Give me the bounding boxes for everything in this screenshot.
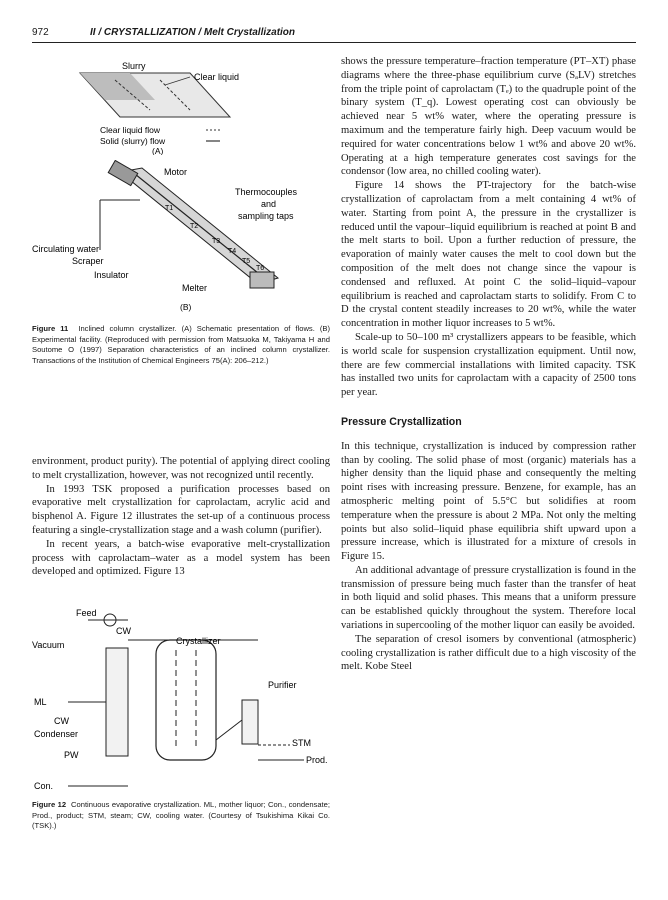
page-number: 972	[32, 27, 49, 38]
clear-liquid-label: Clear liquid	[194, 72, 240, 82]
motor-label: Motor	[164, 167, 188, 177]
ml-label: ML	[34, 697, 47, 707]
left-text-column	[32, 455, 330, 579]
insulator-label: Insulator	[94, 270, 129, 280]
melter-block	[250, 272, 274, 288]
slurry-label: Slurry	[122, 61, 146, 71]
motor-block	[108, 160, 138, 185]
running-title: II / CRYSTALLIZATION / Melt Crystallization	[90, 27, 296, 38]
paragraph: An additional advantage of pressure crystallization is found in the transmission of pressure being much faster than the transfer of heat in both liquid and solid phases. This means that a uniform pressure can be established quickly throughout the system. Therefore local variations in supercooling of the mother liquor can easily be avoided.	[341, 564, 636, 632]
figure-12-process-diagram	[28, 600, 348, 790]
con-label: Con.	[34, 781, 54, 790]
purifier-label: Purifier	[268, 680, 297, 690]
feed-label: Feed	[76, 608, 97, 618]
cw-top-label: CW	[116, 626, 131, 636]
paragraph: In 1993 TSK proposed a purification processes based on evaporative melt crystallization for caprolactam, acrylic acid and bisphenol A. Figure 12 illustrates the set-up of a continuous process featuring a single-crystallization stage and a wash column (purifier).	[32, 483, 330, 536]
t3-label: T3	[212, 238, 221, 245]
stm-label: STM	[292, 738, 311, 748]
t4-label: T4	[228, 248, 237, 255]
cw-label: CW	[54, 716, 69, 726]
process-line	[216, 720, 242, 740]
thermocouples-label: Thermocouples	[235, 187, 298, 197]
panel-b-label: (B)	[180, 302, 192, 312]
t6-label: T6	[256, 265, 265, 272]
right-text-column	[341, 55, 636, 674]
paragraph: Figure 14 shows the PT-trajectory for the batch-wise crystallization of caprolactam from a melt containing 4 wt% of water. Starting from point A, the pressure in the crystallizer is reduced until the vapour–liquid equilibrium is reached at point B and the melt starts to boil. Upon a further reduction of pressure, the evaporation of mainly water causes the melt to cool down but the composition of the melt does not change since the vapour is condensed and refluxed. At point C the solid–liquid–vapour equilibrium is reached and caprolactam starts to solidify. From C to D the crystal content steadily increases to 20 wt%, while the water concentration in mother liquor increases to 5 wt%.	[341, 180, 636, 330]
paragraph: In this technique, crystallization is induced by compression rather than by cooling. The solid phase of most (organic) materials has a higher density than the liquid phase and consequently the melting point rises with increasing pressure. Benzene, for example, has an atmospheric melting point of 5.5°C but solidifies at room temperature when the pressure is about 2 MPa. Not only the melting points but also solid–liquid phase equilibria shift upward upon a pressure increase, which is illustrated for a mixture of cresols in Figure 15.	[341, 440, 636, 563]
legend-clear-flow: Clear liquid flow	[100, 125, 160, 135]
panel-a-label: (A)	[152, 146, 164, 155]
paragraph: Scale-up to 50–100 m³ crystallizers appears to be feasible, which is world scale for suspension crystallization equipment. Until now, there are few commercial installations with limited capacity. TSK has installed two units for caprolactam with a capacity of 2500 tons per year.	[341, 331, 636, 399]
figure-12-caption	[32, 800, 330, 832]
vacuum-label: Vacuum	[32, 640, 65, 650]
prod-label: Prod.	[306, 755, 328, 765]
paragraph: environment, product purity). The potential of applying direct cooling to melt crystallization, however, was not recognized until recently.	[32, 456, 330, 481]
thermocouples-label-and: and	[261, 199, 277, 209]
figure-11-caption-label: Figure 11	[32, 324, 69, 333]
scraper-label: Scraper	[72, 256, 104, 266]
figure-11-caption	[32, 324, 330, 366]
crystallizer-vessel	[156, 640, 216, 760]
circulating-water-label: Circulating water	[32, 244, 100, 254]
figure-12-caption-label: Figure 12	[32, 800, 67, 809]
paragraph: shows the pressure temperature–fraction temperature (PT–XT) phase diagrams where the three-phase equilibrium curve (SₐLV) stretches from the triple point of caprolactam (Tₑ) to the quadruple point of the binary system (T_q). Lowest operating cost can obviously be achieved near 5 wt% water, where the operating pressure is maximum and the temperature fairly high. Deep vacuum would be required for water concentrations below 1 wt% and above 20 wt%. Operating at a high temperature generates cost savings for the condensor (low area, no chilled cooling water).	[341, 56, 636, 178]
melter-label: Melter	[182, 283, 208, 293]
figure-11a-flow-schematic	[60, 55, 290, 155]
sampling-taps-label: sampling taps	[238, 211, 294, 221]
condenser-label: Condenser	[34, 729, 79, 739]
pw-label: PW	[64, 750, 79, 760]
figure-12-caption-text: Continuous evaporative crystallization. ML, mother liquor; Con., condensate; Prod., product; STM, steam; CW, cooling water. (Courtesy of Tsukishima Kikai Co. (TSK).)	[32, 800, 331, 831]
figure-11-caption-text: Inclined column crystallizer. (A) Schematic presentation of flows. (B) Experimental facility. (Reproduced with permission from Matsuoka M, Takiyama H and Soutome O (1997) Separation characteristics of an inclined column crystallizer. Transactions of the Institution of Chemical Engineers 75(A): 206–212.)	[32, 324, 330, 365]
legend-solid-flow: Solid (slurry) flow	[100, 136, 166, 146]
running-header	[32, 27, 636, 43]
condenser-vessel	[106, 648, 128, 756]
t2-label: T2	[190, 223, 199, 230]
paragraph: The separation of cresol isomers by conventional (atmospheric) cooling crystallization is rather difficult due to a high viscosity of the melt. Kobe Steel	[341, 633, 636, 673]
purifier-vessel	[242, 700, 258, 744]
t5-label: T5	[242, 258, 251, 265]
crystallizer-label: Crystallizer	[176, 636, 221, 646]
section-heading: Pressure Crystallization	[341, 415, 462, 428]
header-rule	[32, 42, 636, 43]
figure-11b-experimental-facility	[30, 160, 330, 315]
t1-label: T1	[165, 205, 174, 212]
paragraph: In recent years, a batch-wise evaporative melt-crystallization process with caprolactam–water as a model system has been developed and optimized. Figure 13	[32, 538, 330, 578]
